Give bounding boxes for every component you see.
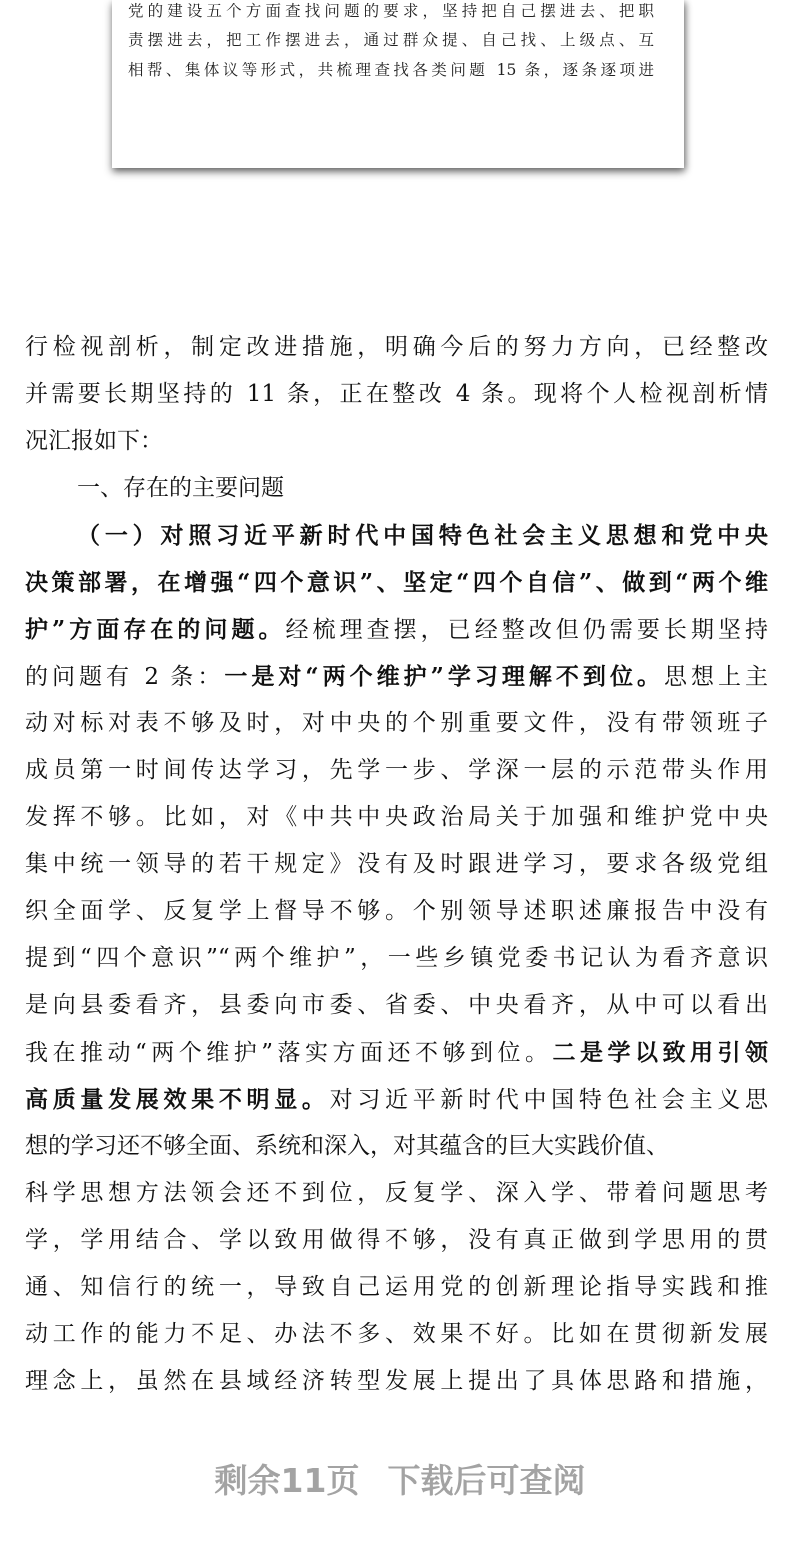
- document-line: [25, 747, 768, 794]
- bold-text: 高质量发展效果不明显。: [25, 1086, 330, 1113]
- document-line: [25, 794, 768, 841]
- document-line: [25, 935, 768, 982]
- text: 通、知信行的统一，导致自己运用党的创新理论指导实践和推: [25, 1274, 768, 1300]
- bold-text: （一）对照习近平新时代中国特色社会主义思想和党中央: [77, 522, 768, 549]
- document-line: [25, 606, 768, 654]
- bold-text: 二是学以致用引领: [552, 1039, 768, 1066]
- text: 况汇报如下：: [25, 428, 163, 454]
- document-line: [25, 982, 768, 1029]
- preview-line: 责摆进去，把工作摆进去，通过群众提、自己找、上级点、互: [128, 31, 654, 49]
- text: 动对标对表不够及时，对中央的个别重要文件，没有带领班子: [25, 710, 768, 736]
- document-line: [25, 888, 768, 935]
- text: 是向县委看齐，县委向市委、省委、中央看齐，从中可以看出: [25, 992, 768, 1018]
- download-prompt[interactable]: [0, 1455, 800, 1502]
- text: 理念上，虽然在县域经济转型发展上提出了具体思路和措施，: [25, 1368, 768, 1394]
- document-line: [25, 1358, 768, 1405]
- text: 一、存在的主要问题: [77, 475, 284, 501]
- document-line: [25, 1029, 768, 1077]
- document-line: [25, 418, 163, 465]
- section-heading: [77, 465, 284, 512]
- text: 思想上主: [663, 664, 768, 690]
- document-line: [25, 324, 768, 371]
- download-hint-label: 下载后可查阅: [387, 1461, 586, 1500]
- document-line: [25, 1217, 768, 1264]
- remaining-pages-label: 剩余11页: [214, 1461, 360, 1500]
- text: 对习近平新时代中国特色社会主义思: [329, 1087, 769, 1113]
- bold-text: 护”方面存在的问题。: [25, 616, 286, 643]
- text: 行检视剖析，制定改进措施，明确今后的努力方向，已经整改: [25, 334, 768, 360]
- text: 经梳理查摆，已经整改但仍需要长期坚持: [285, 617, 768, 643]
- document-line: [25, 653, 768, 701]
- text: 成员第一时间传达学习，先学一步、学深一层的示范带头作用: [25, 757, 768, 783]
- document-line: [25, 841, 768, 888]
- document-line: [25, 1076, 768, 1124]
- document-line: [25, 1123, 669, 1170]
- text: 动工作的能力不足、办法不多、效果不好。比如在贯彻新发展: [25, 1321, 768, 1347]
- preview-line: 相帮、集体议等形式，共梳理查找各类问题 15 条，逐条逐项进: [128, 61, 654, 79]
- text: 学，学用结合、学以致用做得不够，没有真正做到学思用的贯: [25, 1227, 768, 1253]
- document-line: [25, 371, 768, 418]
- document-line: [25, 559, 768, 607]
- text: 的问题有 2 条：: [25, 664, 225, 690]
- bold-text: 一是对“两个维护”学习理解不到位。: [224, 663, 664, 690]
- text: 科学思想方法领会还不到位，反复学、深入学、带着问题思考: [25, 1180, 768, 1206]
- text: 织全面学、反复学上督导不够。个别领导述职述廉报告中没有: [25, 898, 768, 924]
- text: 提到“四个意识”“两个维护”，一些乡镇党委书记认为看齐意识: [25, 945, 768, 971]
- preview-line: 党的建设五个方面查找问题的要求，坚持把自己摆进去、把职: [128, 2, 654, 20]
- text: 发挥不够。比如，对《中共中央政治局关于加强和维护党中央: [25, 804, 768, 830]
- document-line: [25, 1311, 768, 1358]
- preview-page-card: [112, 0, 684, 168]
- document-line: [25, 1170, 768, 1217]
- text: 集中统一领导的若干规定》没有及时跟进学习，要求各级党组: [25, 851, 768, 877]
- text: 并需要长期坚持的 11 条，正在整改 4 条。现将个人检视剖析情: [25, 381, 768, 407]
- text: 想的学习还不够全面、系统和深入，对其蕴含的巨大实践价值、: [25, 1133, 669, 1159]
- document-line: [25, 1264, 768, 1311]
- document-line: [25, 700, 768, 747]
- document-line: [77, 512, 768, 560]
- text: 我在推动“两个维护”落实方面还不够到位。: [25, 1040, 553, 1066]
- bold-text: 决策部署，在增强“四个意识”、坚定“四个自信”、做到“两个维: [25, 569, 768, 596]
